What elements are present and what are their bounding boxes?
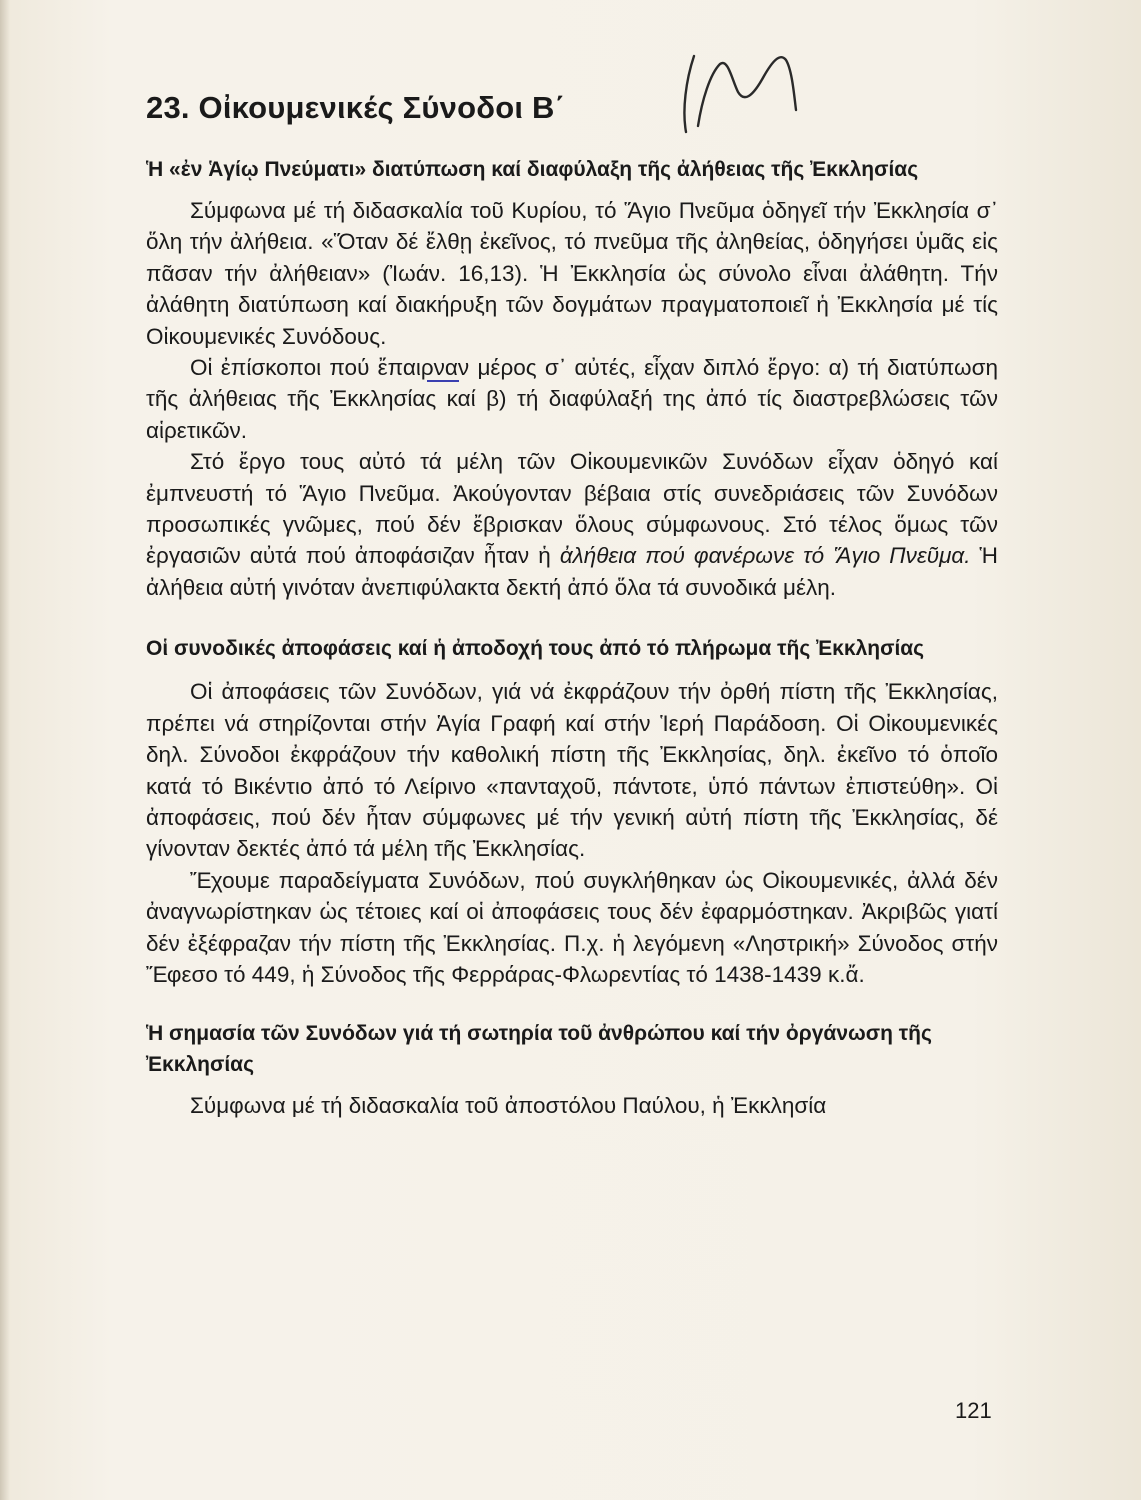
paragraph: Οἱ ἐπίσκοποι πού ἔπαιρναν μέρος σ᾿ αὐτές, εἶχαν διπλό ἔργο: α) τή διατύπωση τῆς ἀλήθειας τῆς Ἐκκλησίας καί β) τή διαφύλαξή της ἀπό τίς διαστρεβλώσεις τῶν αἱρετικῶν.: [146, 355, 998, 443]
emphasized-text: ἀλήθεια πού φανέρωνε τό Ἅγιο Πνεῦμα.: [559, 543, 971, 569]
scan-edge-shadow: [0, 0, 10, 1500]
section-heading: Ἡ σημασία τῶν Συνόδων γιά τή σωτηρία τοῦ ἀνθρώπου καί τήν ὀργάνωση τῆς Ἐκκλησίας: [146, 1022, 932, 1077]
paragraph-text: Στό ἔργο τους αὐτό τά μέλη τῶν Οἰκουμενικῶν Συνόδων εἶχαν ὁδηγό καί ἐμπνευστή τό Ἅγιο Πνεῦμα. Ἀκούγονταν βέβαια στίς συνεδριάσεις τῶν Συνόδων προσωπικές γνῶμες, πού δέν ἔβρισκαν ὅλους σύμφωνους. Στό τέλος ὅμως τῶν ἐργασιῶν αὐτά πού ἀποφάσιζαν ἦταν ἡ: [146, 449, 998, 569]
paragraph: Σύμφωνα μέ τή διδασκαλία τοῦ ἀποστόλου Παύλου, ἡ Ἐκκλησία: [190, 1093, 827, 1119]
page-number: 121: [955, 1398, 992, 1423]
paragraph: Οἱ ἀποφάσεις τῶν Συνόδων, γιά νά ἐκφράζουν τήν ὀρθή πίστη τῆς Ἐκκλησίας, πρέπει νά στηρίζονται στήν Ἁγία Γραφή καί στήν Ἱερή Παράδοση. Οἱ Οἰκουμενικές δηλ. Σύνοδοι ἐκφράζουν τήν καθολική πίστη τῆς Ἐκκλησίας, δηλ. ἐκεῖνο τό ὁποῖο κατά τό Βικέντιο ἀπό τό Λείρινο «πανταχοῦ, πάντοτε, ὑπό πάντων ἐπιστεύθη». Οἱ ἀποφάσεις, πού δέν ἦταν σύμφωνες μέ τήν γενική αὐτή πίστη τῆς Ἐκκλησίας, δέ γίνονταν δεκτές ἀπό τά μέλη τῆς Ἐκκλησίας.: [146, 679, 998, 862]
paragraph: Ἔχουμε παραδείγματα Συνόδων, πού συγκλήθηκαν ὡς Οἰκουμενικές, ἀλλά δέν ἀναγνωρίστηκαν ὡς τέτοιες καί οἱ ἀποφάσεις τους δέν ἐφαρμόστηκαν. Ἀκριβῶς γιατί δέν ἐξέφραζαν τήν πίστη τῆς Ἐκκλησίας. Π.χ. ἡ λεγόμενη «Ληστρική» Σύνοδος στήν Ἔφεσο τό 449, ἡ Σύνοδος τῆς Φερράρας-Φλωρεντίας τό 1438-1439 κ.ἄ.: [146, 867, 998, 987]
section-heading: Ἡ «ἐν Ἁγίῳ Πνεύματι» διατύπωση καί διαφύλαξη τῆς ἀλήθειας τῆς Ἐκκλησίας: [146, 158, 919, 181]
page-content: [146, 86, 998, 1122]
paragraph: [146, 446, 998, 603]
paragraph: Σύμφωνα μέ τή διδασκαλία τοῦ Κυρίου, τό Ἅγιο Πνεῦμα ὁδηγεῖ τήν Ἐκκλησία σ᾿ ὅλη τήν ἀλήθεια. «Ὅταν δέ ἔλθῃ ἐκεῖνος, τό πνεῦμα τῆς ἀληθείας, ὁδηγήσει ὑμᾶς εἰς πᾶσαν τήν ἀλήθειαν» (Ἰωάν. 16,13). Ἡ Ἐκκλησία ὡς σύνολο εἶναι ἀλάθητη. Τήν ἀλάθητη διατύπωση καί διακήρυξη τῶν δογμάτων πραγματοποιεῖ ἡ Ἐκκλησία μέ τίς Οἰκουμενικές Συνόδους.: [146, 198, 998, 349]
chapter-title: 23. Οἰκουμενικές Σύνοδοι Β΄: [146, 90, 566, 125]
paragraph-text: Ἡ ἀλήθεια αὐτή γινόταν ἀνεπιφύλακτα δεκτή ἀπό ὅλα τά συνοδικά μέλη.: [146, 543, 998, 600]
section-heading: Οἱ συνοδικές ἀποφάσεις καί ἡ ἀποδοχή τους ἀπό τό πλήρωμα τῆς Ἐκκλησίας: [146, 637, 925, 661]
